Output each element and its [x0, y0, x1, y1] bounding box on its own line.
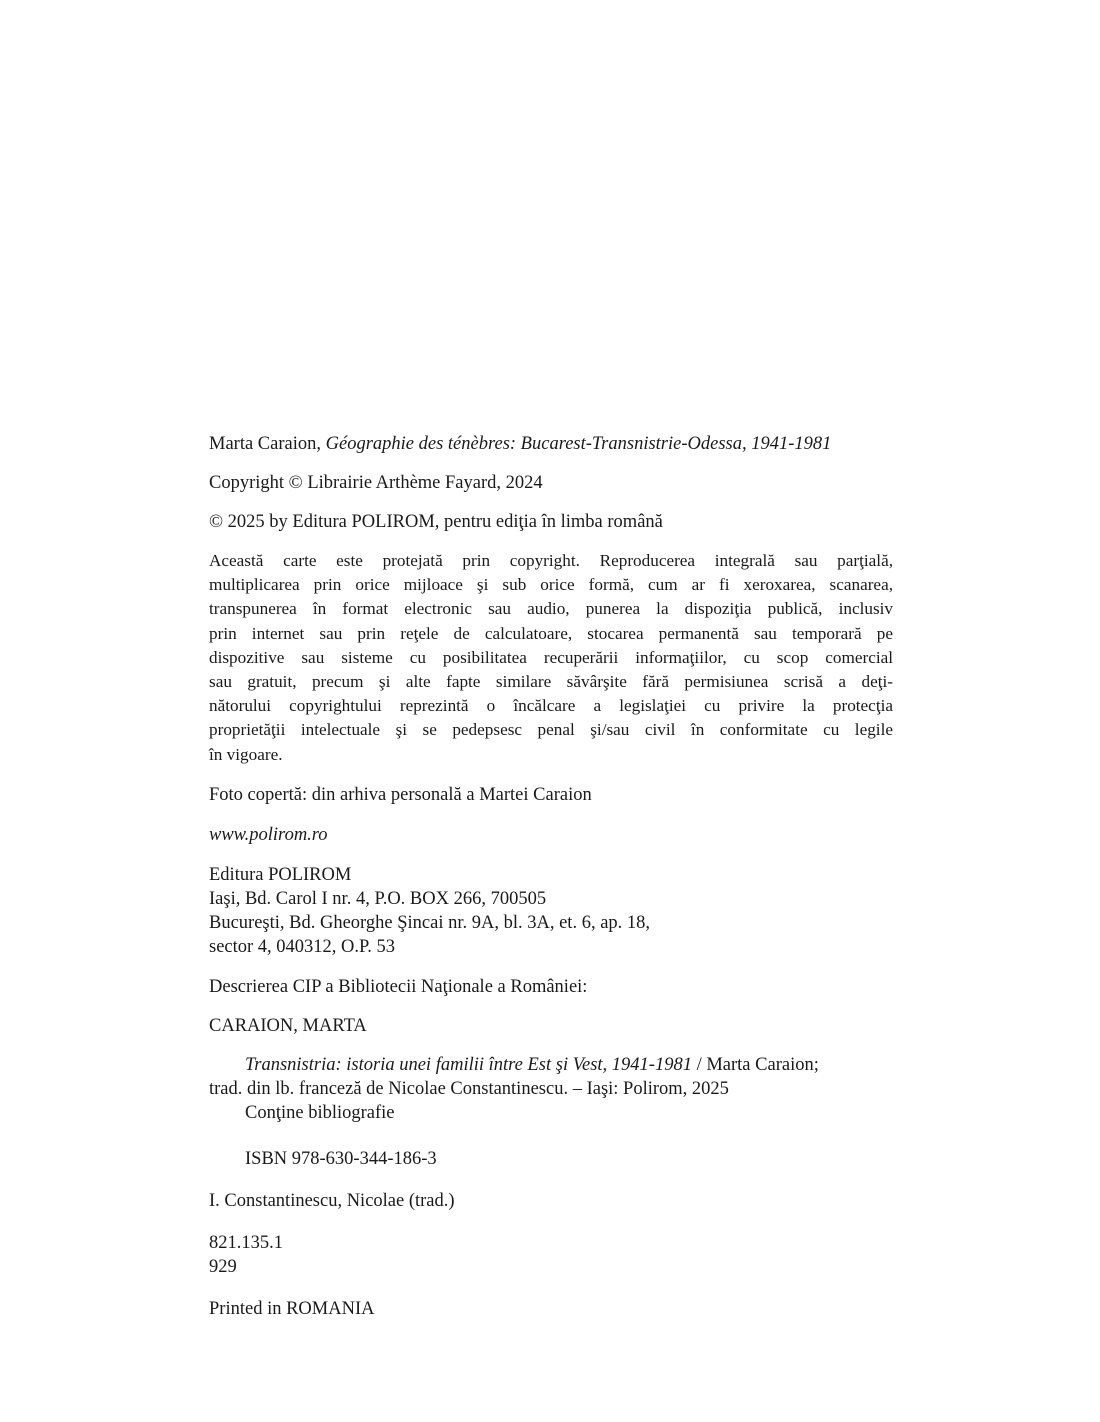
original-title: Géographie des ténèbres: Bucarest-Transnistrie-Odessa, 1941-1981	[325, 434, 832, 454]
classification-code: 821.135.1	[209, 1232, 283, 1253]
copyright-page	[209, 432, 893, 1321]
copyright-original: Copyright © Librairie Arthème Fayard, 2024	[209, 473, 543, 493]
classification-code: 929	[209, 1256, 237, 1277]
publisher-address-bucuresti-sector: sector 4, 040312, O.P. 53	[209, 936, 396, 957]
website-link[interactable]: www.polirom.ro	[209, 824, 328, 845]
cip-isbn: ISBN 978-630-344-186-3	[245, 1148, 437, 1169]
legal-line: prin internet sau prin reţele de calculatoare, stocarea permanentă sau temporară pe	[209, 623, 893, 643]
legal-line: multiplicarea prin orice mijloace şi sub orice formă, cum ar fi xeroxarea, scanarea,	[209, 575, 893, 595]
publisher-name: Editura POLIROM	[209, 864, 352, 885]
legal-line: dispozitive sau sisteme cu posibilitatea recuperării informaţiilor, cu scop comercial	[209, 647, 893, 667]
legal-line: în vigoare.	[209, 744, 283, 764]
cip-classification	[209, 1231, 893, 1279]
printed-in: Printed in ROMANIA	[209, 1298, 375, 1319]
cip-heading: Descrierea CIP a Bibliotecii Naţionale a României:	[209, 976, 588, 997]
legal-notice	[209, 549, 893, 767]
original-author: Marta Caraion,	[209, 434, 326, 454]
publisher-address-bucuresti: Bucureşti, Bd. Gheorghe Şincai nr. 9A, bl. 3A, et. 6, ap. 18,	[209, 912, 651, 933]
original-credit	[209, 432, 893, 456]
legal-line: Această carte este protejată prin copyright. Reproducerea integrală sau parţială,	[209, 551, 893, 570]
cip-title-author: / Marta Caraion;	[691, 1054, 819, 1075]
legal-line: proprietăţii intelectuale şi se pedepsesc penal şi/sau civil în conformitate cu legile	[209, 720, 893, 740]
legal-line: transpunerea în format electronic sau audio, punerea la dispoziţia publică, inclusiv	[209, 599, 893, 619]
publisher-block	[209, 863, 893, 959]
cip-record	[209, 1053, 893, 1125]
cip-main-entry: CARAION, MARTA	[209, 1015, 367, 1036]
cip-added-entry: I. Constantinescu, Nicolae (trad.)	[209, 1190, 455, 1211]
cip-title	[209, 1053, 893, 1077]
publisher-address-iasi: Iaşi, Bd. Carol I nr. 4, P.O. BOX 266, 700505	[209, 888, 547, 909]
cip-title-italic: Transnistria: istoria unei familii între Est şi Vest, 1941-1981	[245, 1054, 692, 1075]
legal-line: nătorului copyrightului reprezintă o încălcare a legislaţiei cu privire la protecţia	[209, 696, 893, 716]
cover-photo-credit: Foto copertă: din arhiva personală a Martei Caraion	[209, 784, 592, 805]
cip-translation: trad. din lb. franceză de Nicolae Constantinescu. – Iaşi: Polirom, 2025	[209, 1078, 729, 1099]
copyright-edition: © 2025 by Editura POLIROM, pentru ediţia în limba română	[209, 512, 663, 532]
cip-note: Conţine bibliografie	[245, 1102, 395, 1123]
legal-line: sau gratuit, precum şi alte fapte similare săvârşite fără permisiunea scrisă a deţi-	[209, 672, 893, 692]
